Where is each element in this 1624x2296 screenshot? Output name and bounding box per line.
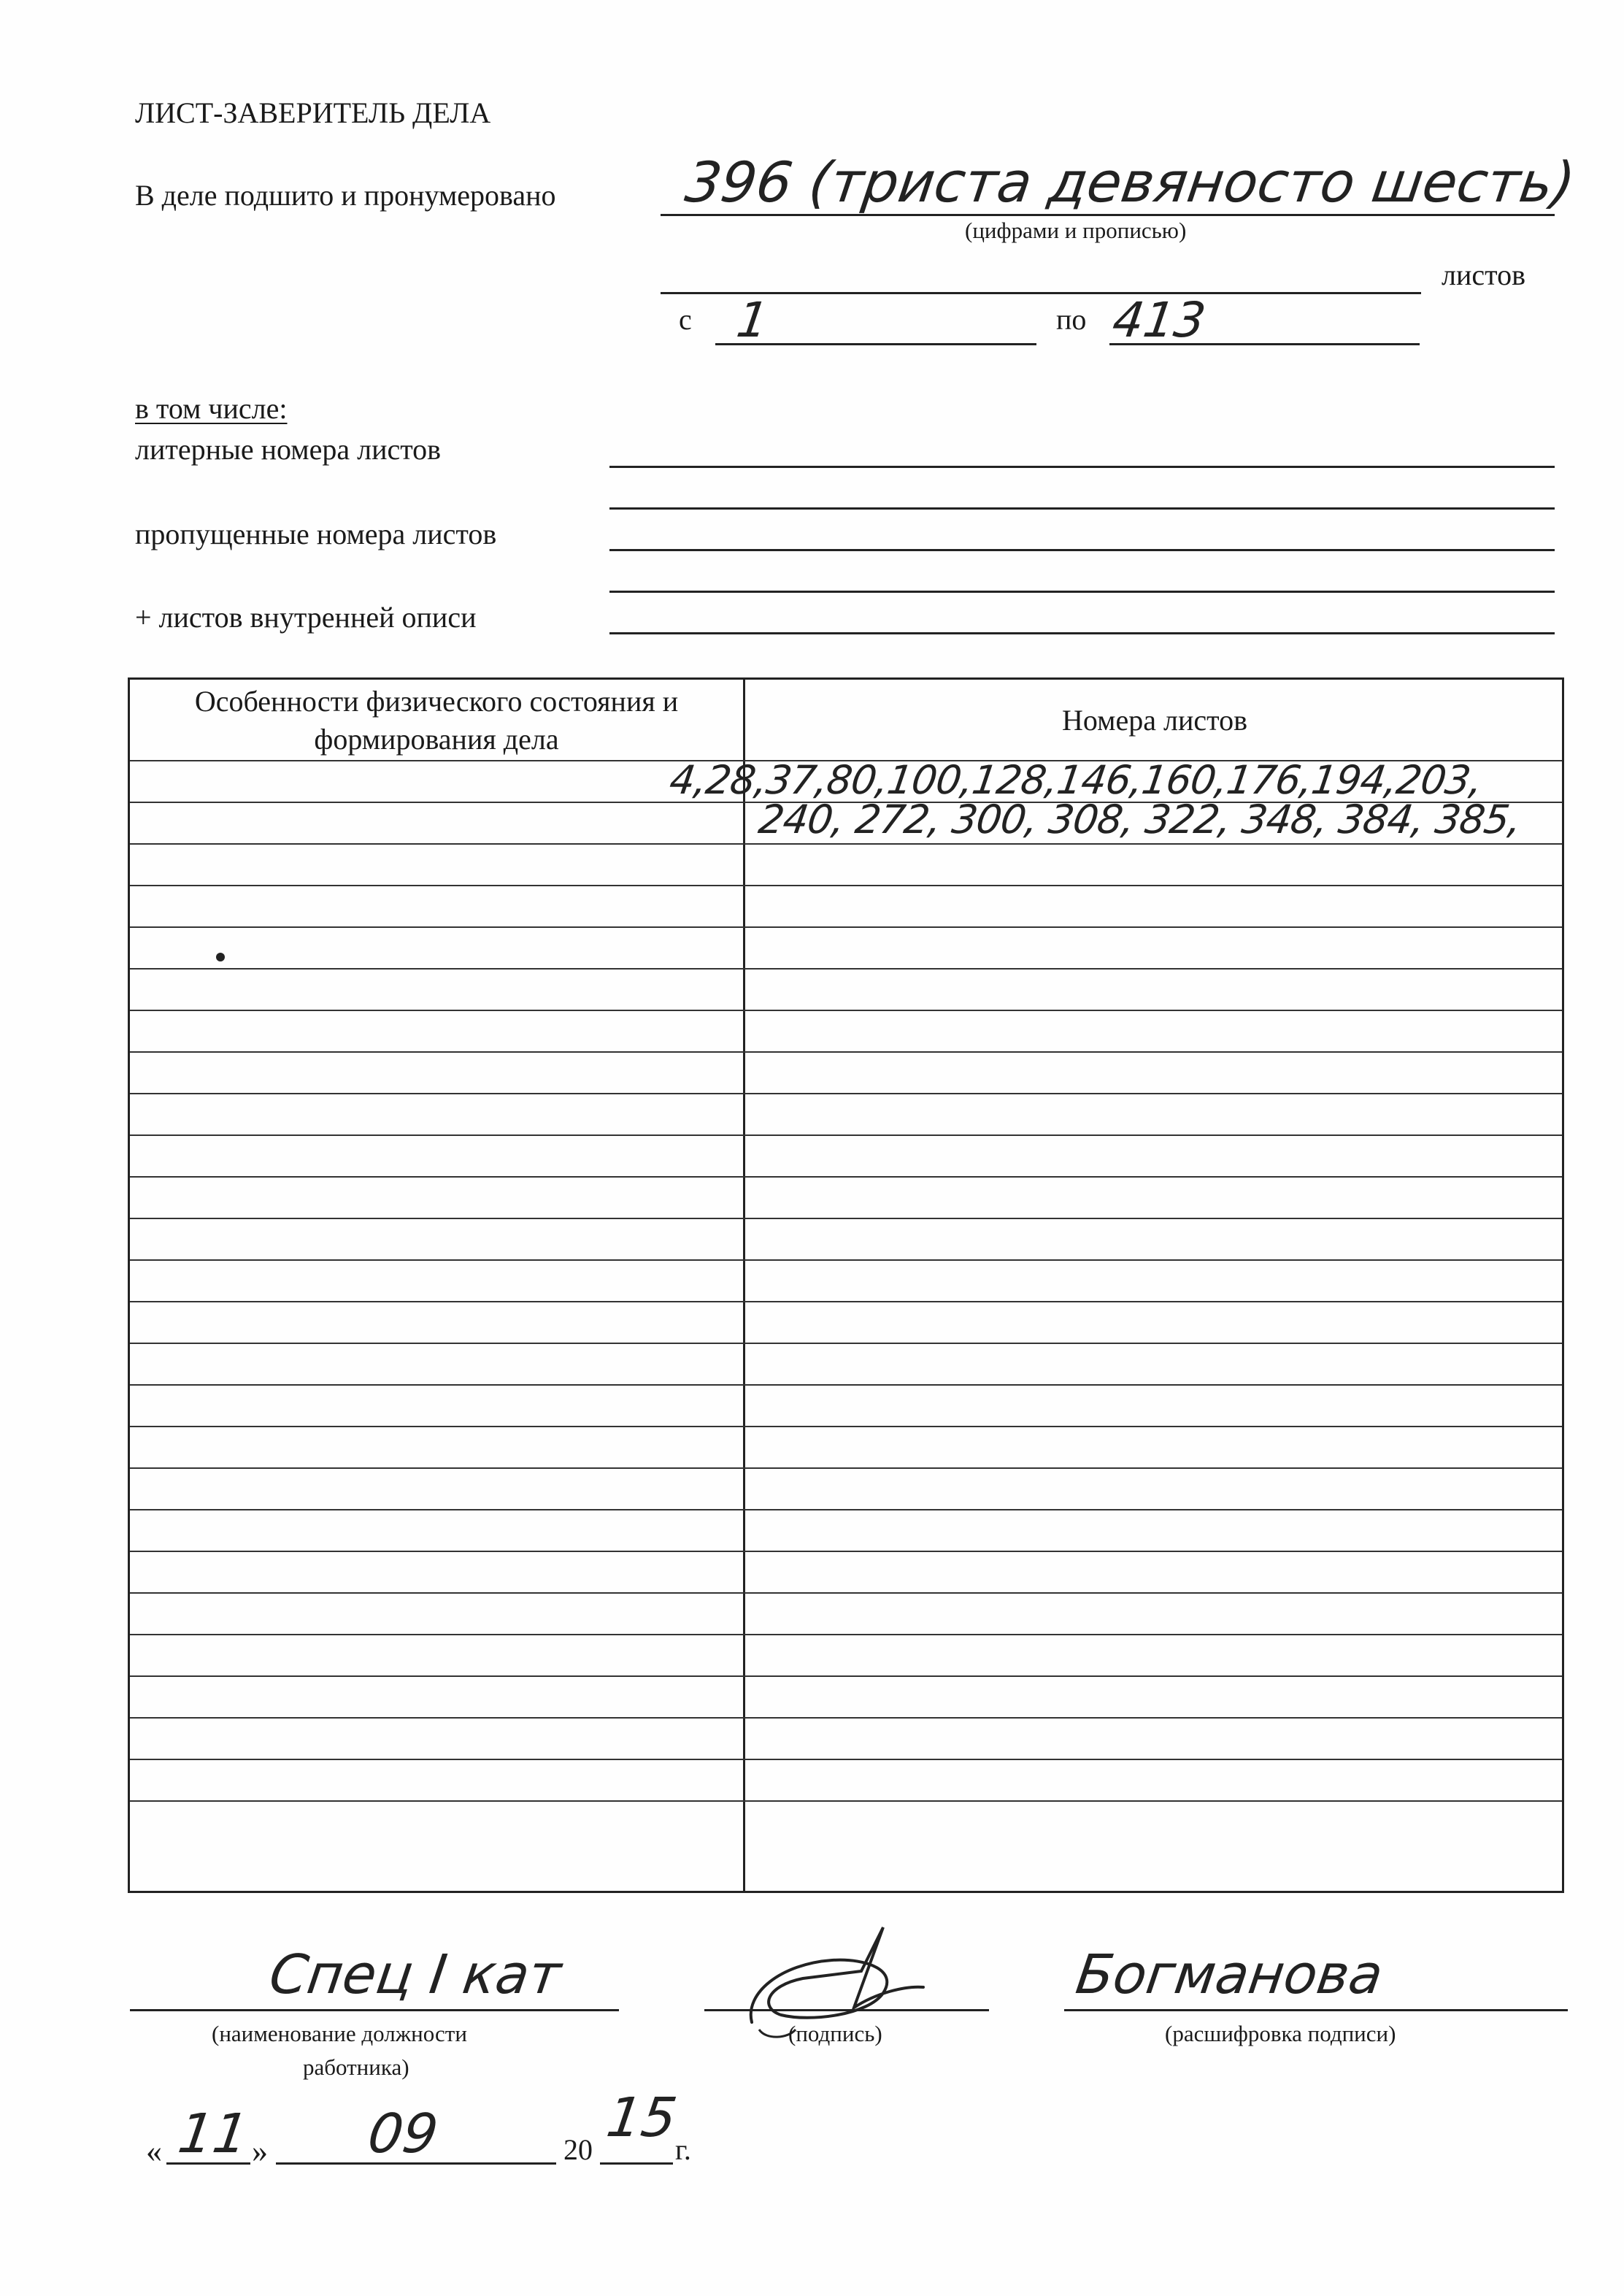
table-row-line: [130, 1467, 1562, 1469]
stitched-handwritten-value: 396 (триста девяносто шесть): [681, 150, 1579, 215]
table-row-line: [130, 1509, 1562, 1510]
signature-hint: (подпись): [788, 2021, 882, 2046]
sheets-underline: [661, 292, 1421, 294]
position-underline: [130, 2009, 619, 2011]
from-handwritten-value: 1: [733, 292, 772, 348]
table-row-line: [130, 843, 1562, 845]
column-divider: [743, 680, 745, 1891]
table-row-line: [130, 1093, 1562, 1094]
table-row-line: [130, 1051, 1562, 1053]
position-handwritten-value: Спец I кат: [265, 1943, 566, 2006]
table-row-line: [130, 926, 1562, 928]
table-row-line: [130, 1384, 1562, 1386]
letter-numbers-line: [609, 466, 1555, 468]
date-day-underline: [166, 2162, 250, 2165]
table-row-line: [130, 1010, 1562, 1011]
date-day: 11: [174, 2103, 253, 2165]
date-year-prefix: 20: [563, 2133, 593, 2166]
figures-hint: (цифрами и прописью): [965, 218, 1187, 243]
table-row-line: [130, 885, 1562, 886]
table-row-line: [130, 1259, 1562, 1261]
missed-numbers-line-2: [609, 591, 1555, 593]
handwritten-sheet-numbers-line-2: 240, 272, 300, 308, 322, 348, 384, 385,: [755, 796, 1524, 842]
to-handwritten-value: 413: [1109, 292, 1209, 348]
table-row-line: [130, 1218, 1562, 1219]
date-year-mark: г.: [675, 2133, 691, 2166]
table-row-line: [130, 1634, 1562, 1635]
letter-numbers-line-2: [609, 507, 1555, 510]
position-hint: (наименование должности: [212, 2021, 467, 2046]
position-hint-2: работника): [303, 2054, 409, 2080]
column-header-sheet-numbers: Номера листов: [1062, 704, 1247, 737]
handwritten-sheet-numbers-line-1: 4,28,37,80,100,128,146,160,176,194,203,: [666, 757, 1485, 803]
missed-numbers-label: пропущенные номера листов: [135, 518, 497, 550]
decode-handwritten-value: Богманова: [1071, 1943, 1387, 2006]
date-close-quote: »: [252, 2133, 268, 2169]
to-label: по: [1056, 303, 1087, 336]
table-row-line: [130, 1759, 1562, 1760]
sheets-label: листов: [1442, 258, 1525, 291]
table-row-line: [130, 1675, 1562, 1677]
table-row-line: [130, 968, 1562, 970]
table-row-line: [130, 1301, 1562, 1302]
table-row-line: [130, 1134, 1562, 1136]
table-row-line: [130, 1426, 1562, 1427]
date-open-quote: «: [146, 2133, 162, 2169]
table-row-line: [130, 1176, 1562, 1178]
ink-dot: [216, 953, 225, 961]
including-label: в том числе:: [135, 392, 288, 425]
date-year-suffix: 15: [602, 2086, 681, 2149]
from-label: с: [679, 303, 692, 336]
inner-inventory-line: [609, 632, 1555, 634]
inner-inventory-label: + листов внутренней описи: [135, 601, 477, 634]
condition-table: [128, 677, 1564, 1893]
signature-underline: [704, 2009, 989, 2011]
table-row-line: [130, 1592, 1562, 1594]
table-row-line: [130, 1717, 1562, 1719]
page-title: ЛИСТ-ЗАВЕРИТЕЛЬ ДЕЛА: [135, 96, 491, 129]
table-row-line: [130, 1800, 1562, 1802]
date-month-underline: [276, 2162, 556, 2165]
stitched-label: В деле подшито и пронумеровано: [135, 179, 556, 212]
decode-hint: (расшифровка подписи): [1165, 2021, 1396, 2046]
column-header-condition: Особенности физического состояния и формирования дела: [194, 685, 679, 756]
table-row-line: [130, 1343, 1562, 1344]
missed-numbers-line: [609, 549, 1555, 551]
letter-numbers-label: литерные номера листов: [135, 433, 442, 466]
table-row-line: [130, 1551, 1562, 1552]
date-year-underline: [600, 2162, 673, 2165]
decode-underline: [1064, 2009, 1568, 2011]
date-month: 09: [363, 2103, 442, 2165]
